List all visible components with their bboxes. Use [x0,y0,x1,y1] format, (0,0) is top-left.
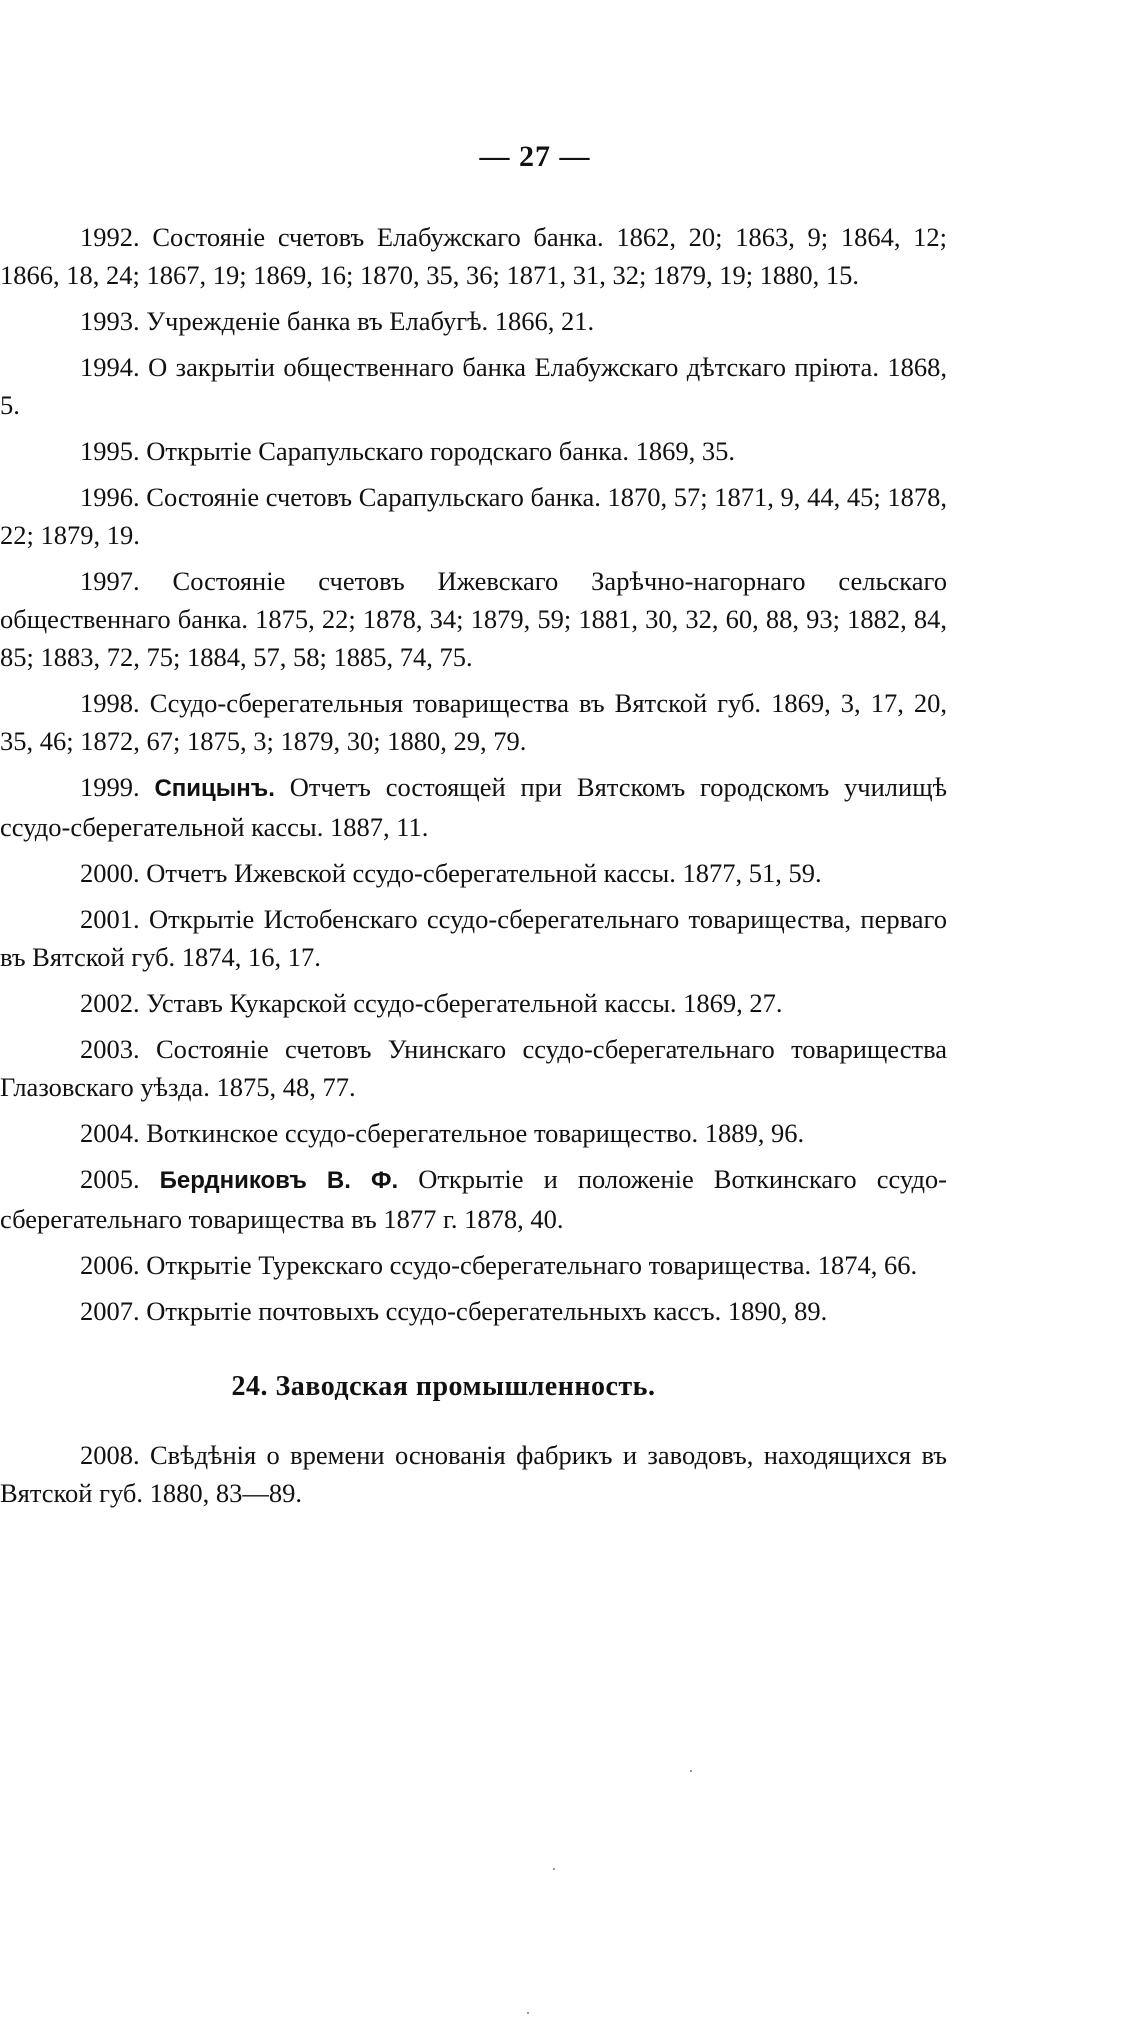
entry-1995 [0,432,947,470]
entry-number: 2008. [80,1440,140,1470]
scan-speck [527,2012,529,2014]
entry-text: Открытіе Турекскаго ссудо-сберегательнаго товарищества. 1874, 66. [146,1250,918,1280]
entry-1994 [0,348,947,424]
entry-1992 [0,218,947,294]
entry-2005 [0,1160,947,1238]
entry-text: Отчетъ Ижевской ссудо-сберегательной кассы. 1877, 51, 59. [146,858,822,888]
entry-number: 1998. [80,688,140,718]
entry-number: 2007. [80,1296,140,1326]
entry-text: Учрежденіе банка въ Елабугѣ. 1866, 21. [146,306,595,336]
entry-1996 [0,478,947,554]
entry-2002 [0,984,947,1022]
entry-2000 [0,854,947,892]
entry-number: 2001. [80,904,140,934]
entry-1993 [0,302,947,340]
entry-number: 1994. [80,352,140,382]
entry-text: О закрытіи общественнаго банка Елабужскаго дѣтскаго пріюта. 1868, 5. [0,352,948,420]
scan-speck [553,1868,555,1870]
entry-number: 2005. [80,1164,140,1194]
entry-text: Воткинское ссудо-сберегательное товарищество. 1889, 96. [146,1118,805,1148]
entry-1997 [0,562,947,676]
entry-text: Свѣдѣнія о времени основанія фабрикъ и заводовъ, находящихся въ Вятской губ. 1880, 83—89. [0,1440,948,1508]
entry-text: Открытіе почтовыхъ ссудо-сберегательныхъ кассъ. 1890, 89. [146,1296,828,1326]
entry-2007 [0,1292,947,1330]
scan-speck [690,1770,692,1772]
entry-number: 2002. [80,988,140,1018]
entry-author: Бердниковъ В. Ф. [159,1167,399,1194]
page-number: — 27 — [479,140,591,173]
entry-1998 [0,684,947,760]
entry-number: 2004. [80,1118,140,1148]
entry-number: 1992. [80,222,140,252]
entry-number: 1999. [80,772,140,802]
entry-number: 2006. [80,1250,140,1280]
entry-text: Открытіе и положеніе Воткинскаго ссудо-сберегательнаго товарищества въ 1877 г. 1878, 40. [0,1164,948,1234]
entry-text: Отчетъ состоящей при Вятскомъ городскомъ училищѣ ссудо-сберегательной кассы. 1887, 11. [0,772,947,842]
section-heading: 24. Заводская промышленность. [231,1371,656,1402]
entry-text: Уставъ Кукарской ссудо-сберегательной кассы. 1869, 27. [146,988,783,1018]
entry-number: 2003. [80,1034,140,1064]
entry-text: Ссудо-сберегательныя товарищества въ Вятской губ. 1869, 3, 17, 20, 35, 46; 1872, 67; 1875, 3; 1879, 30; 1880, 29, 79. [0,688,947,756]
entry-text: Открытіе Сарапульскаго городскаго банка. 1869, 35. [146,436,736,466]
entry-2001 [0,900,947,976]
entry-1999 [0,768,947,846]
entry-text: Состояніе счетовъ Елабужскаго банка. 1862, 20; 1863, 9; 1864, 12; 1866, 18, 24; 1867, 19; 1869, 16; 1870, 35, 36; 1871, 31, 32; 1879, 19; 1880, 15. [0,222,947,290]
bibliography-list [0,218,947,1520]
entry-number: 1993. [80,306,140,336]
entry-number: 1997. [80,566,140,596]
entry-text: Состояніе счетовъ Унинскаго ссудо-сберегательнаго товарищества Глазовскаго уѣзда. 1875, 48, 77. [0,1034,948,1102]
entry-2006 [0,1246,947,1284]
entry-author: Спицынъ. [154,775,275,802]
entry-2003 [0,1030,947,1106]
entry-text: Открытіе Истобенскаго ссудо-сберегательнаго товарищества, перваго въ Вятской губ. 1874, 16, 17. [0,904,948,972]
entry-number: 1995. [80,436,140,466]
entry-text: Состояніе счетовъ Сарапульскаго банка. 1870, 57; 1871, 9, 44, 45; 1878, 22; 1879, 19. [0,482,947,550]
entry-2008 [0,1436,947,1512]
entry-number: 1996. [80,482,140,512]
entry-number: 2000. [80,858,140,888]
entry-2004 [0,1114,947,1152]
entry-text: Состояніе счетовъ Ижевскаго Зарѣчно-нагорнаго сельскаго общественнаго банка. 1875, 22; 1878, 34; 1879, 59; 1881, 30, 32, 60, 88, 93; 1882, 84, 85; 1883, 72, 75; 1884, 57, 58; 1885, 74, 75. [0,566,948,672]
